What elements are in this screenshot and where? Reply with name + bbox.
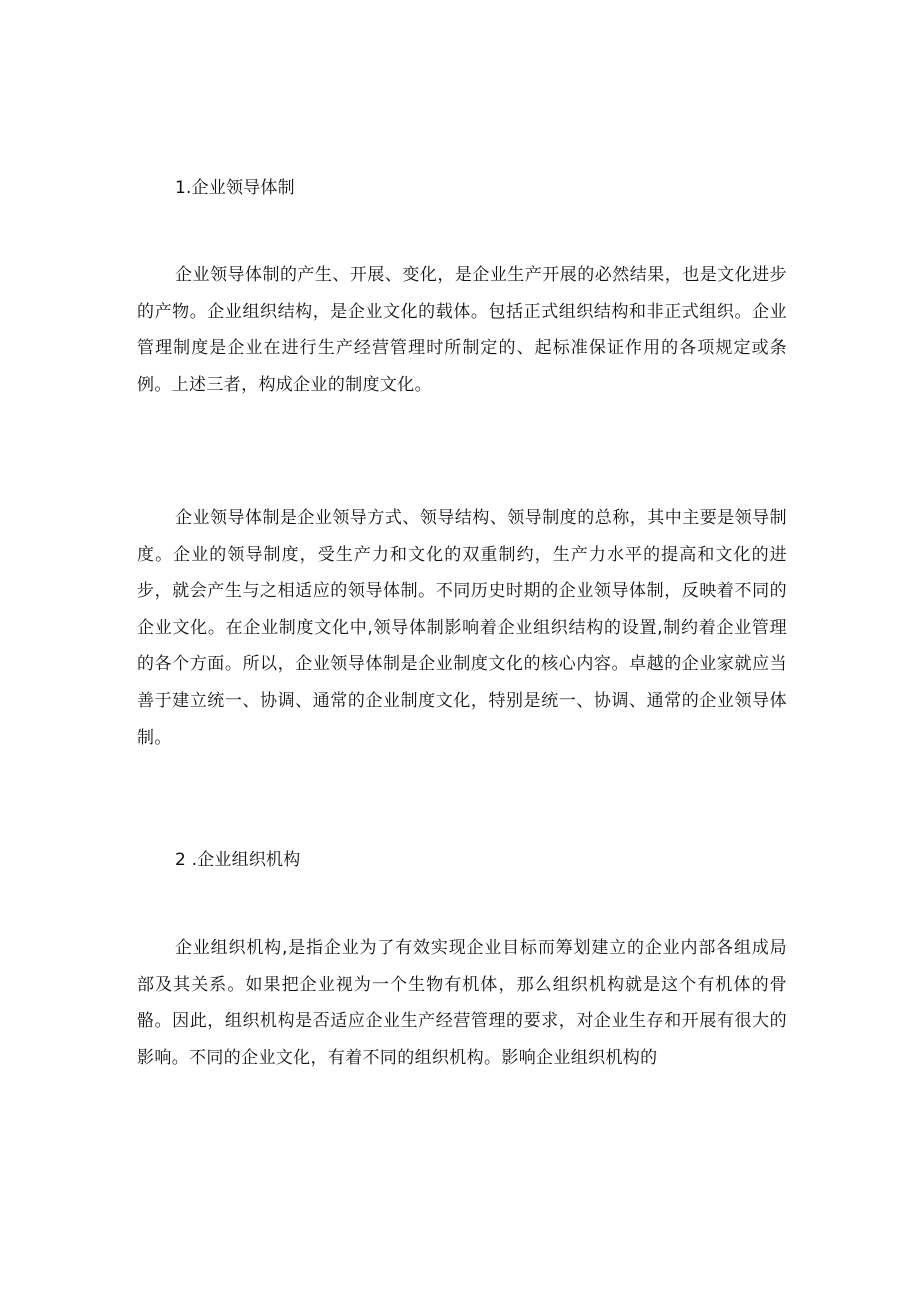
section-1-paragraph-2: 企业领导体制是企业领导方式、领导结构、领导制度的总称，其中主要是领导制度。企业的领导制度，受生产力和文化的双重制约，生产力水平的提高和文化的进步，就会产生与之相适应的领导体制。不同历史时期的企业领导体制，反映着不同的企业文化。在企业制度文化中,领导体制影响着企业组织结构的设置,制约着企业管理的各个方面。所以，企业领导体制是企业制度文化的核心内容。卓越的企业家就应当善于建立统一、协调、通常的企业制度文化，特别是统一、协调、通常的企业领导体制。 xyxy=(137,508,787,748)
section-1-paragraph-1: 企业领导体制的产生、开展、变化，是企业生产开展的必然结果，也是文化进步的产物。企业组织结构，是企业文化的载体。包括正式组织结构和非正式组织。企业管理制度是企业在进行生产经营管理时所制定的、起标准保证作用的各项规定或条例。上述三者，构成企业的制度文化。 xyxy=(137,265,787,395)
section-heading-2: 2 .企业组织机构 xyxy=(175,850,301,870)
section-heading-1: 1.企业领导体制 xyxy=(175,178,295,198)
section-2-paragraph-1: 企业组织机构,是指企业为了有效实现企业目标而筹划建立的企业内部各组成局部及其关系。如果把企业视为一个生物有机体，那么组织机构就是这个有机体的骨骼。因此，组织机构是否适应企业生产经营管理的要求，对企业生存和开展有很大的影响。不同的企业文化，有着不同的组织机构。影响企业组织机构的 xyxy=(137,938,787,1068)
